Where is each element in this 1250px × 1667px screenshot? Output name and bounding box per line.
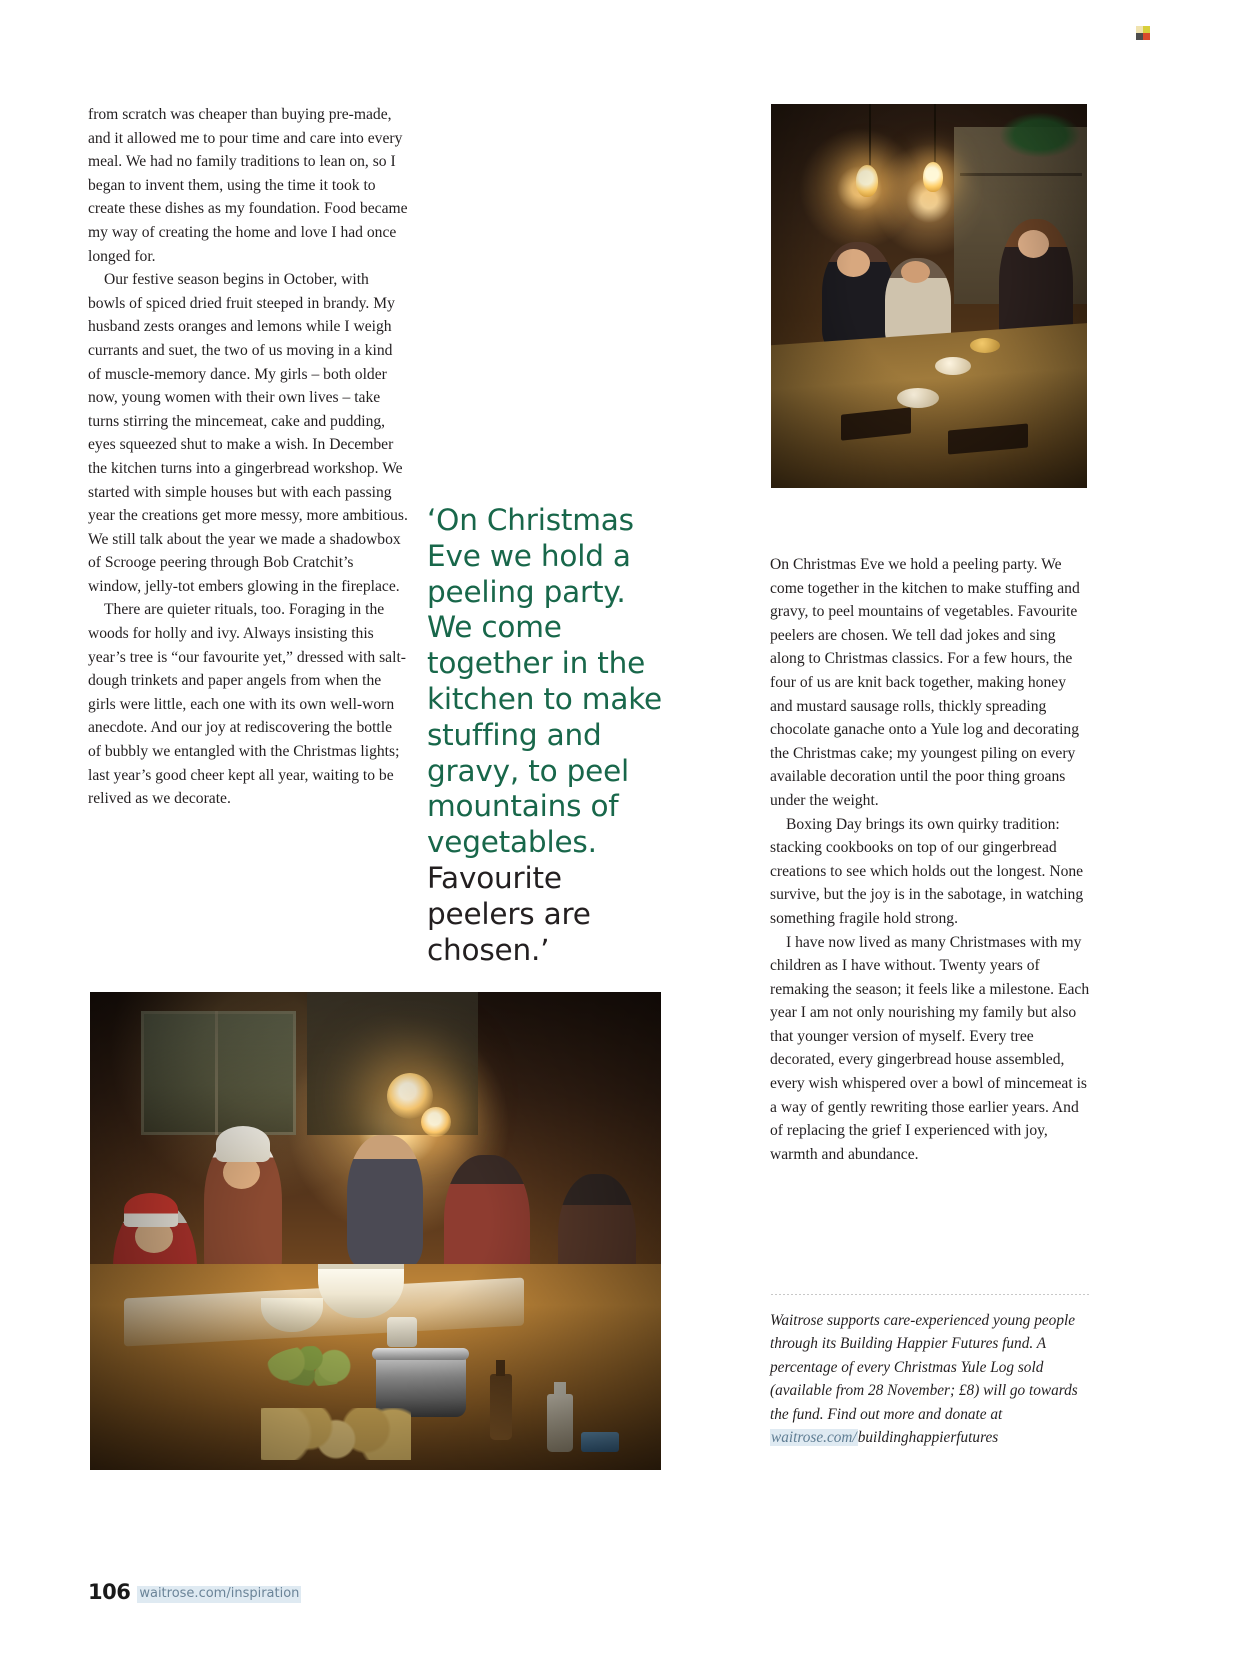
pull-quote-green: ‘On Christmas Eve we hold a peeling party. We come together in the kitchen to make stuffing and gravy, to peel mountains of vegetables.: [427, 503, 662, 860]
body-column-right: [770, 553, 1090, 1166]
page-number: 106: [88, 1580, 131, 1604]
footer-url-link[interactable]: waitrose.com/inspiration: [139, 1586, 300, 1602]
footnote-text: [770, 1309, 1090, 1449]
pull-quote: [427, 503, 672, 968]
dotted-divider: [770, 1294, 1090, 1295]
pull-quote-dark: Favourite peelers are chosen.’: [427, 860, 591, 967]
body-column-left: [88, 103, 408, 811]
paragraph: On Christmas Eve we hold a peeling party. We come together in the kitchen to make stuffing and gravy, to peel mountains of vegetables. Favourite peelers are chosen. We tell dad jokes and sing along to Christmas classics. For a few hours, the four of us are knit back together, making honey and mustard sausage rolls, thickly spreading chocolate ganache onto a Yule log and decorating the Christmas cake; my youngest piling on every available decoration until the poor thing groans under the weight.: [770, 556, 1080, 809]
footnote-block: [770, 1294, 1090, 1449]
paragraph: I have now lived as many Christmases with my children as I have without. Twenty years of remaking the season; it feels like a milestone. Each year I am not only nourishing my family but also that younger version of myself. Every tree decorated, every gingerbread house assembled, every wish whispered over a bowl of mincemeat is a way of gently rewriting those earlier years. And of replacing the grief I experienced with joy, warmth and abundance.: [770, 933, 1090, 1163]
paragraph: from scratch was cheaper than buying pre-made, and it allowed me to pour time and care into every meal. We had no family traditions to lean on, so I began to invent them, using the time it took to create these dishes as my foundation. Food became my way of creating the home and love I had once longed for.: [88, 106, 408, 265]
page-footer: [88, 1582, 301, 1603]
footnote-after-link: buildinghappierfutures: [857, 1429, 999, 1447]
paragraph: There are quieter rituals, too. Foraging in the woods for holly and ivy. Always insisting this year’s tree is “our favourite yet,” dressed with salt-dough trinkets and paper angels from when the girls were little, each one with its own well-worn anecdote. And our joy at rediscovering the bottle of bubbly we entangled with the Christmas lights; last year’s good cheer kept all year, waiting to be relived as we decorate.: [88, 601, 406, 808]
paragraph: Our festive season begins in October, with bowls of spiced dried fruit steeped in brandy. My husband zests oranges and lemons while I weigh currants and suet, the two of us moving in a kind of muscle-memory dance. My girls – both older now, young women with their own lives – take turns stirring the mincemeat, cake and pudding, eyes squeezed shut to make a wish. In December the kitchen turns into a gingerbread workshop. We started with simple houses but with each passing year the creations get more messy, more ambitious. We still talk about the year we made a shadowbox of Scrooge peering through Bob Cratchit’s window, jelly-tot embers glowing in the fireplace.: [88, 271, 408, 595]
registration-mark-icon: [1136, 26, 1150, 40]
photo-dinner-party: [90, 992, 661, 1470]
footnote-before-link: Waitrose supports care-experienced young people through its Building Happier Futures fund. A percentage of every Christmas Yule Log sold (available from 28 November; £8) will go towards the fund. Find out more and donate at: [770, 1312, 1078, 1423]
paragraph: Boxing Day brings its own quirky tradition: stacking cookbooks on top of our gingerbread creations to see which holds out the longest. None survive, but the joy is in the sabotage, in watching something fragile hold strong.: [770, 815, 1084, 927]
footnote-link[interactable]: waitrose.com/: [771, 1429, 857, 1447]
photo-kitchen-table: [771, 104, 1087, 488]
